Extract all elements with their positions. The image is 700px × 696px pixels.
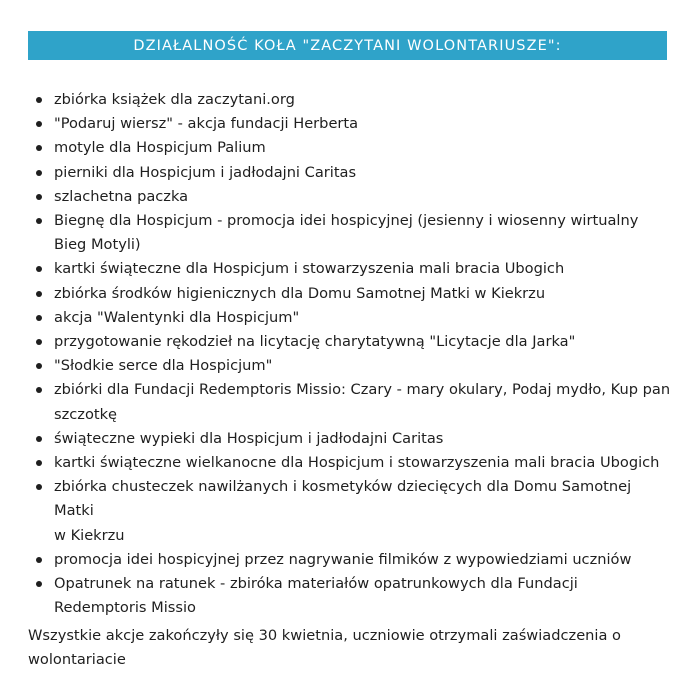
list-item [28,427,672,451]
list-item [28,209,672,257]
page-title: DZIAŁALNOŚĆ KOŁA "ZACZYTANI WOLONTARIUSZE": [133,37,562,54]
list-item [28,475,672,523]
bullet-icon [36,266,42,272]
list-item [28,330,672,354]
list-item-text: zbiórki dla Fundacji Redemptoris Missio: Czary - mary okulary, Podaj mydło, Kup pan szczotkę [54,381,671,423]
list-item-text: zbiórka środków higienicznych dla Domu Samotnej Matki w Kiekrzu [54,284,546,302]
list-item [28,378,672,426]
bullet-icon [36,339,42,345]
list-item-text: "Podaruj wiersz" - akcja fundacji Herberta [54,115,359,133]
list-item [28,88,672,112]
bullet-icon [36,170,42,176]
list-item [28,282,672,306]
bullet-icon [36,557,42,563]
bullet-icon [36,194,42,200]
list-item-text: zbiórka książek dla zaczytani.org [54,91,295,108]
list-item [28,161,672,185]
bullet-icon [36,218,42,224]
list-item [28,548,672,572]
list-item-text: akcja "Walentynki dla Hospicjum" [54,308,300,326]
list-item-text: promocja idei hospicyjnej przez nagrywanie filmików z wypowiedziami uczniów [54,550,632,568]
list-item [28,136,672,160]
bullet-icon [36,460,42,466]
list-item-text: zbiórka chusteczek nawilżanych i kosmetyków dziecięcych dla Domu Samotnej Matki [54,478,632,520]
bullet-icon [36,484,42,490]
list-item [28,257,672,281]
bullet-icon [36,581,42,587]
list-item [28,354,672,378]
list-item-text: w Kiekrzu [54,526,125,544]
list-item-text: "Słodkie serce dla Hospicjum" [54,357,273,375]
list-item [28,306,672,330]
header-banner [28,31,667,60]
activity-list [28,88,672,620]
bullet-icon [36,436,42,442]
list-item [28,572,672,620]
list-item [28,524,672,548]
list-item-text: pierniki dla Hospicjum i jadłodajni Caritas [54,163,357,181]
list-item [28,185,672,209]
bullet-icon [36,291,42,297]
list-item-text: przygotowanie rękodzieł na licytację charytatywną "Licytacje dla Jarka" [54,333,576,351]
list-item-text: Biegnę dla Hospicjum - promocja idei hospicyjnej (jesienny i wiosenny wirtualny Bieg Motyli) [54,212,639,254]
bullet-icon [36,145,42,151]
footer-note: Wszystkie akcje zakończyły się 30 kwietnia, uczniowie otrzymali zaświadczenia o wolontariacie [28,627,621,669]
list-item-text: kartki świąteczne wielkanocne dla Hospicjum i stowarzyszenia mali bracia Ubogich [54,454,660,472]
list-item-text: kartki świąteczne dla Hospicjum i stowarzyszenia mali bracia Ubogich [54,260,565,278]
list-item-text: Opatrunek na ratunek - zbiróka materiałów opatrunkowych dla Fundacji Redemptoris Missio [54,575,578,617]
list-item [28,112,672,136]
list-item [28,451,672,475]
bullet-icon [36,363,42,369]
list-item-text: szlachetna paczka [54,187,189,205]
bullet-icon [36,97,42,103]
bullet-icon [36,315,42,321]
list-item-text: motyle dla Hospicjum Palium [54,139,266,157]
bullet-icon [36,121,42,127]
bullet-icon [36,387,42,393]
list-item-text: świąteczne wypieki dla Hospicjum i jadłodajni Caritas [54,429,444,447]
